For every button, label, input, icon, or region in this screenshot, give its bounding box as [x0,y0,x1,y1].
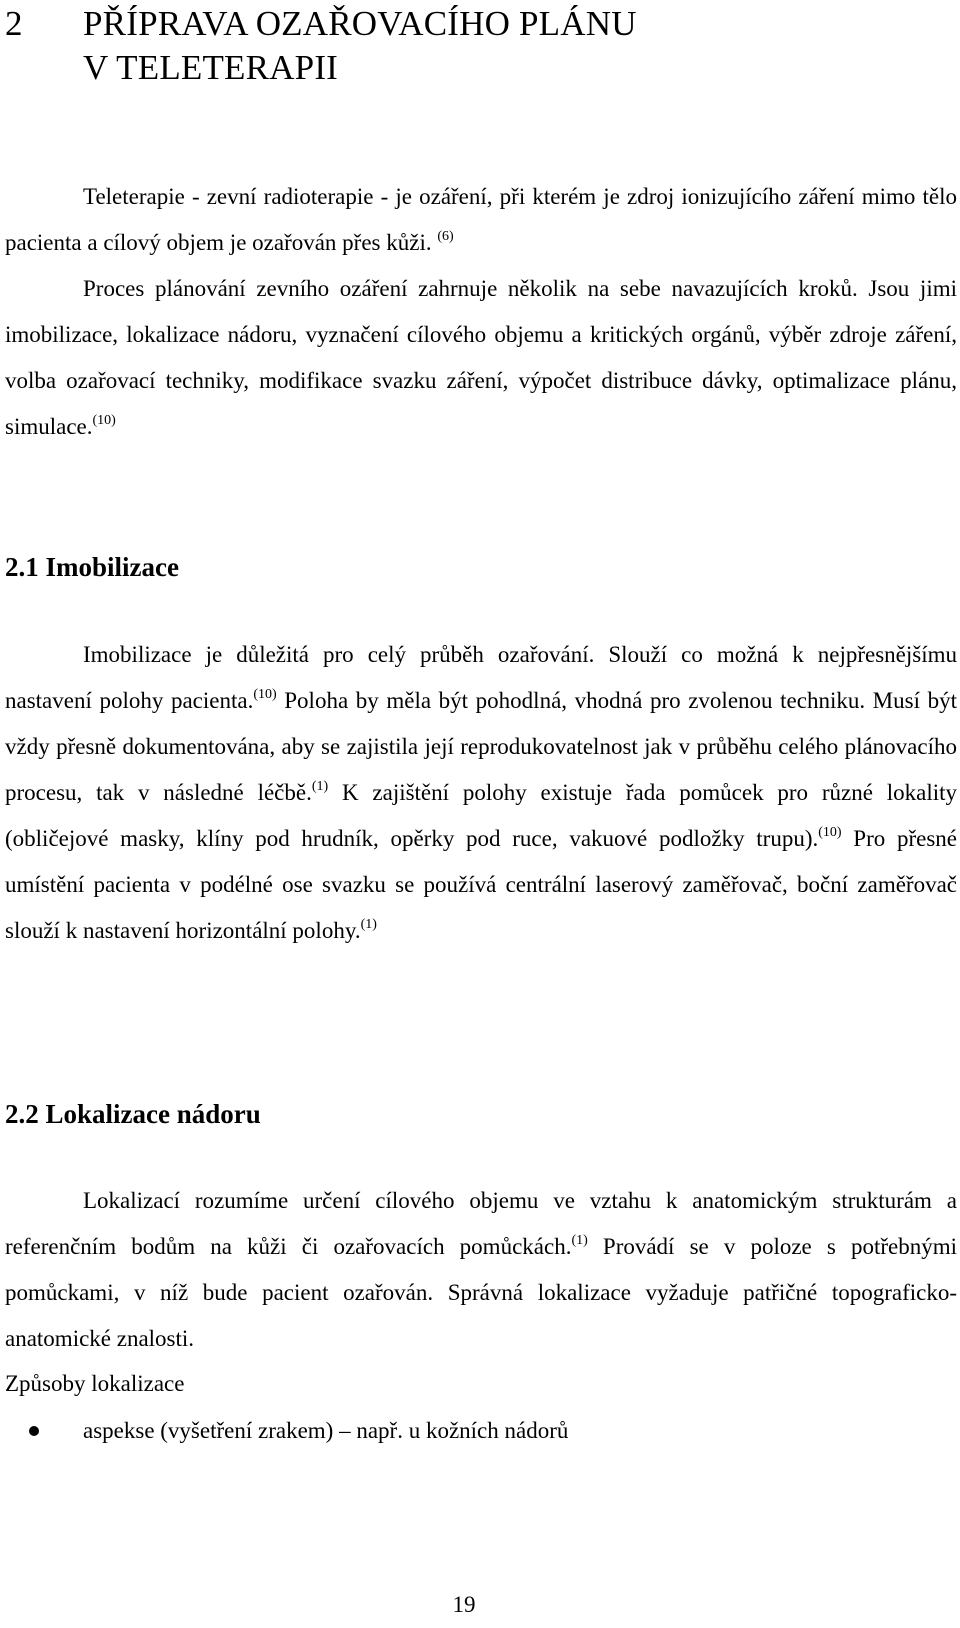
lokalizace-sentence-1: Lokalizací rozumíme určení cílového objemu ve vztahu k anatomickým strukturám a referenčním bodům na kůži či ozařovacích pomůckách. [5,1188,957,1259]
chapter-number: 2 [5,4,23,43]
lokalizace-paragraph [5,1178,957,1362]
imobilizace-sentence-1: Imobilizace je důležitá pro celý průběh ozařování. Slouží co možná k nejpřesnějšímu nastavení polohy pacienta. [5,642,957,713]
chapter-title [5,2,637,90]
citation-ref: (10) [92,413,116,428]
bullet-icon [29,1426,39,1436]
citation-ref: (1) [571,1233,588,1248]
list-item [5,1408,568,1454]
lokalizace-methods-list [5,1408,568,1454]
citation-ref: (10) [253,687,277,702]
imobilizace-sentence-3: K zajištění polohy existuje řada pomůcek pro různé lokality (obličejové masky, klíny pod hrudník, opěrky pod ruce, vakuové podložky trupu). [5,780,958,851]
imobilizace-sentence-2: Poloha by měla být pohodlná, vhodná pro zvolenou techniku. Musí být vždy přesně dokumentována, aby se zajistila její reprodukovatelnost jak v průběhu celého plánovacího procesu, tak v následné léčbě. [5,688,957,805]
imobilizace-paragraph [5,632,957,954]
citation-ref: (1) [311,779,329,794]
intro-paragraph-2 [5,266,957,450]
chapter-title-line2: V TELETERAPII [83,48,339,87]
citation-ref: (1) [360,917,377,932]
citation-ref: (6) [437,229,454,244]
chapter-title-line1: PŘÍPRAVA OZAŘOVACÍHO PLÁNU [83,4,637,43]
lokalizace-sentence-2: Provádí se v poloze s potřebnými pomůckami, v níž bude pacient ozařován. Správná lokalizace vyžaduje patřičné topograficko-anatomické znalosti. [5,1234,957,1351]
page-number: 19 [452,1592,476,1617]
list-item-text: aspekse (vyšetření zrakem) – např. u kožních nádorů [83,1418,569,1443]
intro-paragraph-1 [5,174,957,266]
imobilizace-sentence-4: Pro přesné umístění pacienta v podélné ose svazku se používá centrální laserový zaměřovač, boční zaměřovač slouží k nastavení horizontální polohy. [5,826,958,943]
intro-paragraph-1-text: Teleterapie - zevní radioterapie - je ozáření, při kterém je zdroj ionizujícího záření mimo tělo pacienta a cílový objem je ozařován přes kůži. [5,184,957,255]
section-heading-lokalizace: 2.2 Lokalizace nádoru [5,1099,261,1129]
section-heading-imobilizace: 2.1 Imobilizace [5,552,179,582]
lokalizace-methods-label: Způsoby lokalizace [5,1371,185,1396]
intro-paragraph-2-text: Proces plánování zevního ozáření zahrnuje několik na sebe navazujících kroků. Jsou jimi imobilizace, lokalizace nádoru, vyznačení cílového objemu a kritických orgánů, výběr zdroje záření, volba ozařovací techniky, modifikace svazku záření, výpočet distribuce dávky, optimalizace plánu, simulace. [5,276,957,439]
citation-ref: (10) [818,825,842,840]
